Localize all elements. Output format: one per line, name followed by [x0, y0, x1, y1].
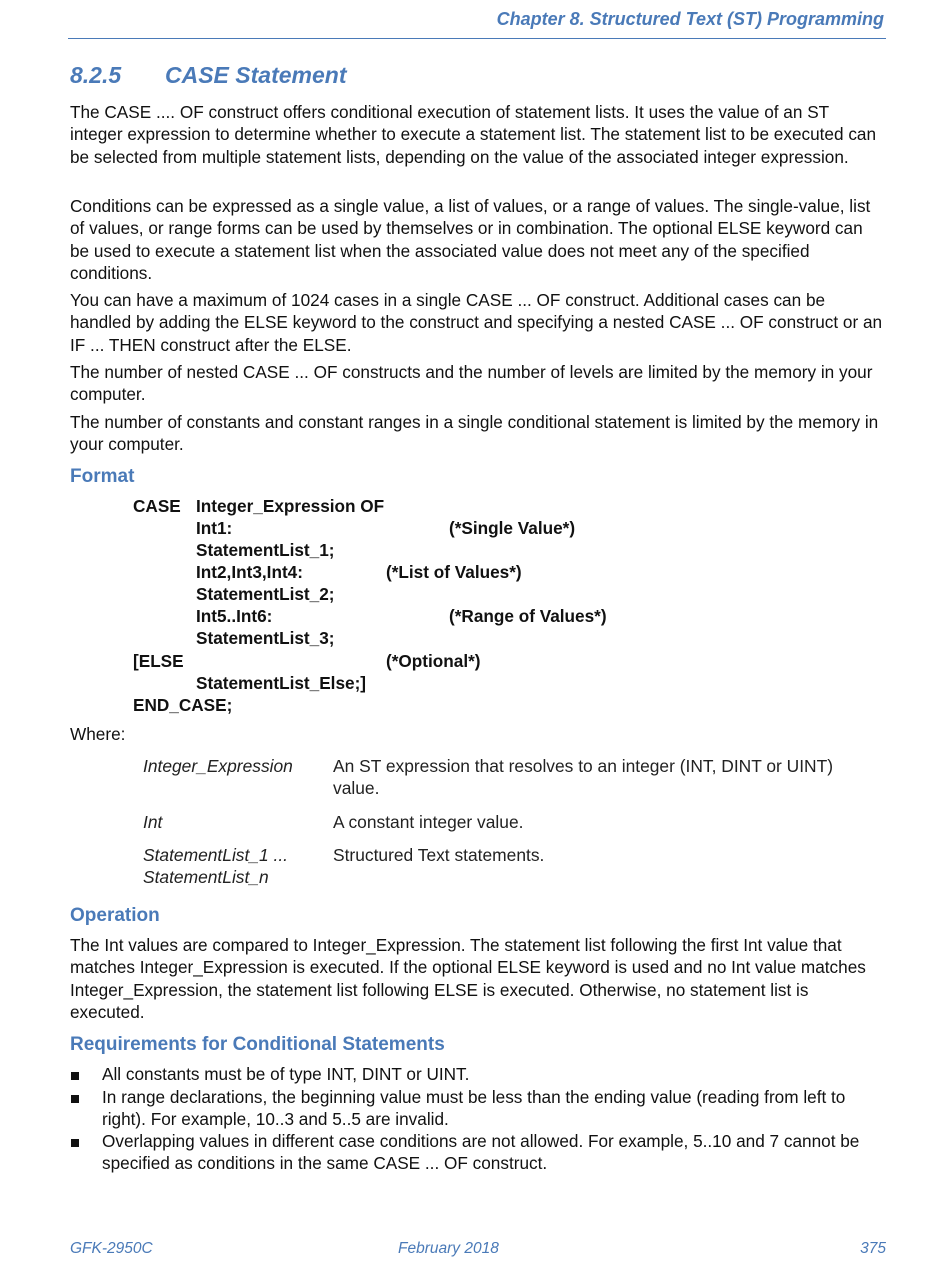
footer-date: February 2018: [398, 1240, 499, 1257]
intro-paragraph: You can have a maximum of 1024 cases in a single CASE ... OF construct. Additional cases can be handled by adding the ELSE keyword to the construct and specifying a nested CASE ... OF construct or an IF ... THEN construct after the ELSE.: [70, 290, 883, 355]
code-comment-range-of-values: (*Range of Values*): [449, 606, 607, 626]
section-heading: [70, 62, 346, 89]
intro-paragraph: The CASE .... OF construct offers conditional execution of statement lists. It uses the value of an ST integer expression to determine whether to execute a statement list. The statement list to be executed can be selected from multiple statement lists, depending on the value of the associated integer expression.: [70, 102, 877, 167]
code-statementlist-3: StatementList_3;: [196, 628, 335, 648]
code-statementlist-else: StatementList_Else;]: [196, 673, 367, 693]
where-term: Int: [143, 812, 163, 832]
running-header: [68, 0, 886, 39]
code-end-case: END_CASE;: [133, 695, 233, 715]
section-title: CASE Statement: [165, 62, 347, 88]
footer-page-number: 375: [860, 1240, 886, 1257]
requirements-heading: Requirements for Conditional Statements: [70, 1034, 445, 1055]
requirement-item: In range declarations, the beginning value must be less than the ending value (reading from left to right). For example, 10..3 and 5..5 are invalid.: [102, 1087, 846, 1130]
requirement-item: Overlapping values in different case conditions are not allowed. For example, 5..10 and 7 cannot be specified as conditions in the same CASE ... OF construct.: [102, 1131, 860, 1174]
section-number: 8.2.5: [70, 62, 122, 88]
where-term: StatementList_1 ... StatementList_n: [143, 845, 289, 887]
where-label: Where:: [70, 724, 126, 744]
code-else-keyword: [ELSE: [133, 651, 184, 671]
where-definition: A constant integer value.: [333, 812, 524, 832]
bullet-square-icon: [71, 1095, 79, 1103]
footer-doc-id: GFK-2950C: [70, 1240, 153, 1257]
where-term: Integer_Expression: [143, 756, 293, 776]
code-int56: Int5..Int6:: [196, 606, 273, 626]
format-heading: Format: [70, 466, 135, 487]
code-case-keyword: CASE: [133, 496, 181, 516]
code-int234: Int2,Int3,Int4:: [196, 562, 303, 582]
running-header-title: Chapter 8. Structured Text (ST) Programming: [496, 9, 884, 29]
requirement-item: All constants must be of type INT, DINT or UINT.: [102, 1064, 470, 1084]
where-definition: Structured Text statements.: [333, 845, 545, 865]
code-comment-list-of-values: (*List of Values*): [386, 562, 522, 582]
bullet-square-icon: [71, 1072, 79, 1080]
where-definition: An ST expression that resolves to an integer (INT, DINT or UINT) value.: [333, 756, 834, 798]
code-comment-optional: (*Optional*): [386, 651, 481, 671]
operation-heading: Operation: [70, 905, 160, 926]
code-int1: Int1:: [196, 518, 233, 538]
code-comment-single-value: (*Single Value*): [449, 518, 576, 538]
operation-paragraph: The Int values are compared to Integer_Expression. The statement list following the first Int value that matches Integer_Expression is executed. If the optional ELSE keyword is used and no Int value matches Integer_Expression, the statement list following ELSE is executed. Otherwise, no statement list is executed.: [70, 935, 866, 1022]
code-statementlist-2: StatementList_2;: [196, 584, 335, 604]
code-case-expression: Integer_Expression OF: [196, 496, 385, 516]
code-statementlist-1: StatementList_1;: [196, 540, 335, 560]
bullet-square-icon: [71, 1139, 79, 1147]
intro-paragraph: The number of nested CASE ... OF constructs and the number of levels are limited by the memory in your computer.: [70, 362, 873, 405]
intro-paragraph: Conditions can be expressed as a single value, a list of values, or a range of values. The single-value, list of values, or range forms can be used by themselves or in combination. The optional ELSE keyword can be used to execute a statement list when the associated value does not meet any of the specified conditions.: [70, 196, 871, 283]
intro-paragraph: The number of constants and constant ranges in a single conditional statement is limited by the memory in your computer.: [70, 412, 879, 455]
